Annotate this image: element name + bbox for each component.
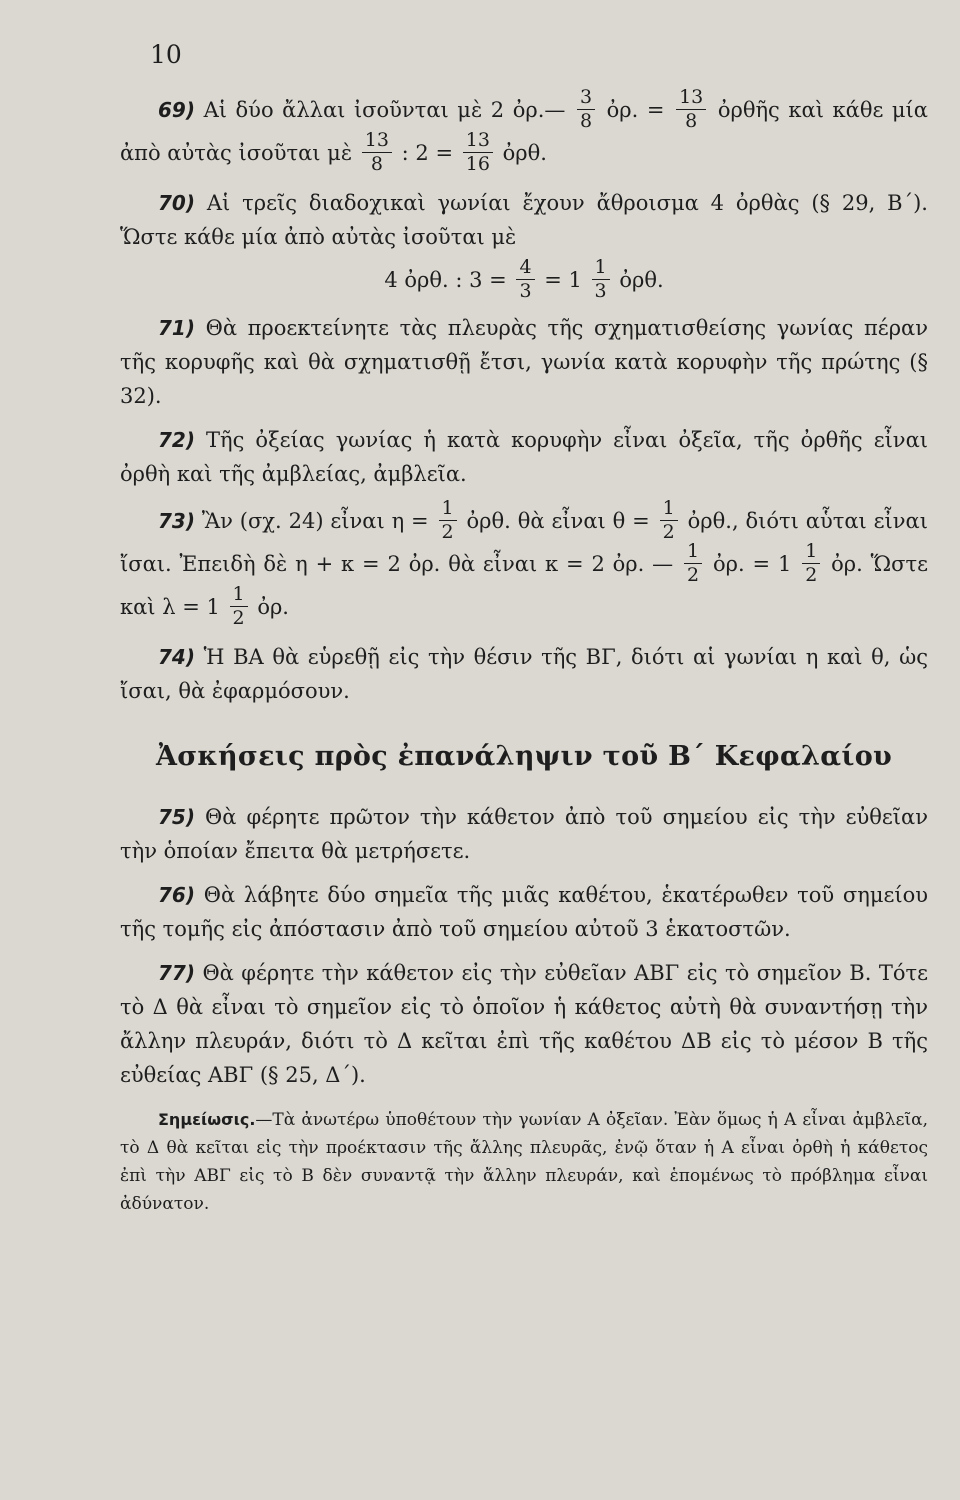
numerator: 13	[676, 88, 706, 110]
fraction	[362, 131, 392, 174]
text: Θὰ προεκτείνητε τὰς πλευρὰς τῆς σχηματισθείσης γωνίας πέραν τῆς κορυφῆς καὶ θὰ σχηματισθῇ ἔτσι, γωνία κατὰ κορυφὴν τῆς πρώτης (§ 32).	[120, 316, 928, 408]
exercise-72	[120, 423, 928, 491]
numerator: 13	[463, 131, 493, 153]
fraction	[592, 258, 610, 301]
equation-line	[120, 256, 928, 303]
text: ὀρθῆς καὶ κάθε μία ἀπὸ αὐτὰς ἰσοῦται μὲ	[120, 98, 928, 165]
text: 4 ὀρθ. : 3 =	[384, 268, 507, 292]
fraction	[516, 258, 534, 301]
text: Αἱ δύο ἄλλαι ἰσοῦνται μὲ 2 ὀρ.—	[203, 98, 566, 122]
denominator: 3	[594, 280, 607, 302]
text: ὀρθ. θὰ εἶναι θ =	[466, 509, 650, 533]
numerator: 1	[592, 258, 610, 280]
page-body	[120, 86, 928, 1235]
exercise-number: 71)	[158, 316, 195, 340]
exercise-75	[120, 800, 928, 868]
exercise-73	[120, 497, 928, 630]
numerator: 1	[439, 499, 457, 521]
exercise-number: 69)	[158, 98, 195, 122]
text: : 2 =	[401, 141, 454, 165]
fraction	[439, 499, 457, 542]
text: ὀρθ.	[502, 141, 547, 165]
exercise-77	[120, 956, 928, 1092]
denominator: 2	[662, 521, 675, 543]
numerator: 1	[684, 542, 702, 564]
exercise-number: 74)	[158, 645, 195, 669]
exercise-71	[120, 311, 928, 413]
text: = 1	[544, 268, 582, 292]
exercise-number: 77)	[158, 961, 195, 985]
denominator: 3	[519, 280, 532, 302]
fraction	[676, 88, 706, 131]
exercise-74	[120, 640, 928, 708]
text: ὀρ. Ὥστε καὶ λ = 1	[120, 552, 928, 619]
denominator: 8	[685, 110, 698, 132]
denominator: 8	[579, 110, 593, 132]
exercise-number: 73)	[158, 509, 195, 533]
section-heading: Ἀσκήσεις πρὸς ἐπανάληψιν τοῦ Β΄ Κεφαλαίου	[155, 741, 893, 772]
text: Θὰ φέρητε πρῶτον τὴν κάθετον ἀπὸ τοῦ σημείου εἰς τὴν εὐθεῖαν τὴν ὁποίαν ἔπειτα θὰ μετρήσετε.	[120, 805, 928, 863]
exercise-70	[120, 186, 928, 254]
text: Ἂν (σχ. 24) εἶναι η =	[201, 509, 429, 533]
note-text: —Τὰ ἀνωτέρω ὑποθέτουν τὴν γωνίαν Α ὀξεῖαν. Ἐὰν ὅμως ἡ Α εἶναι ἀμβλεῖα, τὸ Δ θὰ κεῖται εἰς τὴν προέκτασιν τῆς ἄλλης πλευρᾶς, ἐνῷ ὅταν ἡ Α εἶναι ὀρθὴ ἡ κάθετος ἐπὶ τὴν ΑΒΓ εἰς τὸ Β δὲν συναντᾷ τὴν ἄλλην πλευράν, καὶ ἑπομένως τὸ πρόβλημα εἶναι ἀδύνατον.	[120, 1110, 928, 1214]
exercise-number: 75)	[158, 805, 195, 829]
fraction	[463, 131, 493, 174]
text: ὀρ. = 1	[713, 552, 792, 576]
denominator: 8	[370, 153, 383, 175]
text: Τῆς ὀξείας γωνίας ἡ κατὰ κορυφὴν εἶναι ὀξεῖα, τῆς ὀρθῆς εἶναι ὀρθὴ καὶ τῆς ἀμβλείας, ἀμβλεῖα.	[120, 428, 928, 486]
exercise-76	[120, 878, 928, 946]
fraction	[802, 542, 820, 585]
denominator: 2	[805, 564, 818, 586]
numerator: 3	[577, 88, 595, 110]
numerator: 1	[660, 499, 678, 521]
fraction	[684, 542, 702, 585]
exercise-69	[120, 86, 928, 176]
page-number: 10	[150, 40, 182, 69]
denominator: 2	[232, 607, 245, 629]
text: Θὰ φέρητε τὴν κάθετον εἰς τὴν εὐθεῖαν ΑΒΓ εἰς τὸ σημεῖον Β. Τότε τὸ Δ θὰ εἶναι τὸ σημεῖον εἰς τὸ ὁποῖον ἡ κάθετος αὐτὴ θὰ συναντήσῃ τὴν ἄλλην πλευράν, διότι τὸ Δ κεῖται ἐπὶ τῆς καθέτου ΔΒ εἰς τὸ μέσον Β τῆς εὐθείας ΑΒΓ (§ 25, Δ΄).	[120, 961, 928, 1087]
exercise-number: 72)	[158, 428, 195, 452]
fraction	[660, 499, 678, 542]
denominator: 2	[441, 521, 454, 543]
exercise-number: 76)	[158, 883, 195, 907]
denominator: 2	[687, 564, 700, 586]
text: ὀρθ., διότι αὗται εἶναι ἴσαι. Ἐπειδὴ δὲ η + κ = 2 ὀρ. θὰ εἶναι κ = 2 ὀρ. —	[120, 509, 928, 576]
numerator: 1	[230, 585, 248, 607]
text: ὀρ. =	[606, 98, 665, 122]
note	[120, 1106, 928, 1218]
text: ὀρ.	[257, 595, 289, 619]
text: Ἡ ΒΑ θὰ εὑρεθῇ εἰς τὴν θέσιν τῆς ΒΓ, διότι αἱ γωνίαι η καὶ θ, ὡς ἴσαι, θὰ ἐφαρμόσουν.	[120, 645, 928, 703]
fraction	[577, 88, 595, 131]
exercise-number: 70)	[158, 191, 195, 215]
text: Θὰ λάβητε δύο σημεῖα τῆς μιᾶς καθέτου, ἑκατέρωθεν τοῦ σημείου τῆς τομῆς εἰς ἀπόστασιν ἀπὸ τοῦ σημείου αὐτοῦ 3 ἑκατοστῶν.	[120, 883, 928, 941]
numerator: 4	[516, 258, 534, 280]
denominator: 16	[465, 153, 490, 175]
fraction	[230, 585, 248, 628]
numerator: 1	[802, 542, 820, 564]
note-label: Σημείωσις.	[158, 1110, 256, 1129]
numerator: 13	[362, 131, 392, 153]
text: Αἱ τρεῖς διαδοχικαὶ γωνίαι ἔχουν ἄθροισμα 4 ὀρθὰς (§ 29, Β΄). Ὥστε κάθε μία ἀπὸ αὐτὰς ἰσοῦται μὲ	[120, 191, 928, 249]
text: ὀρθ.	[619, 268, 664, 292]
